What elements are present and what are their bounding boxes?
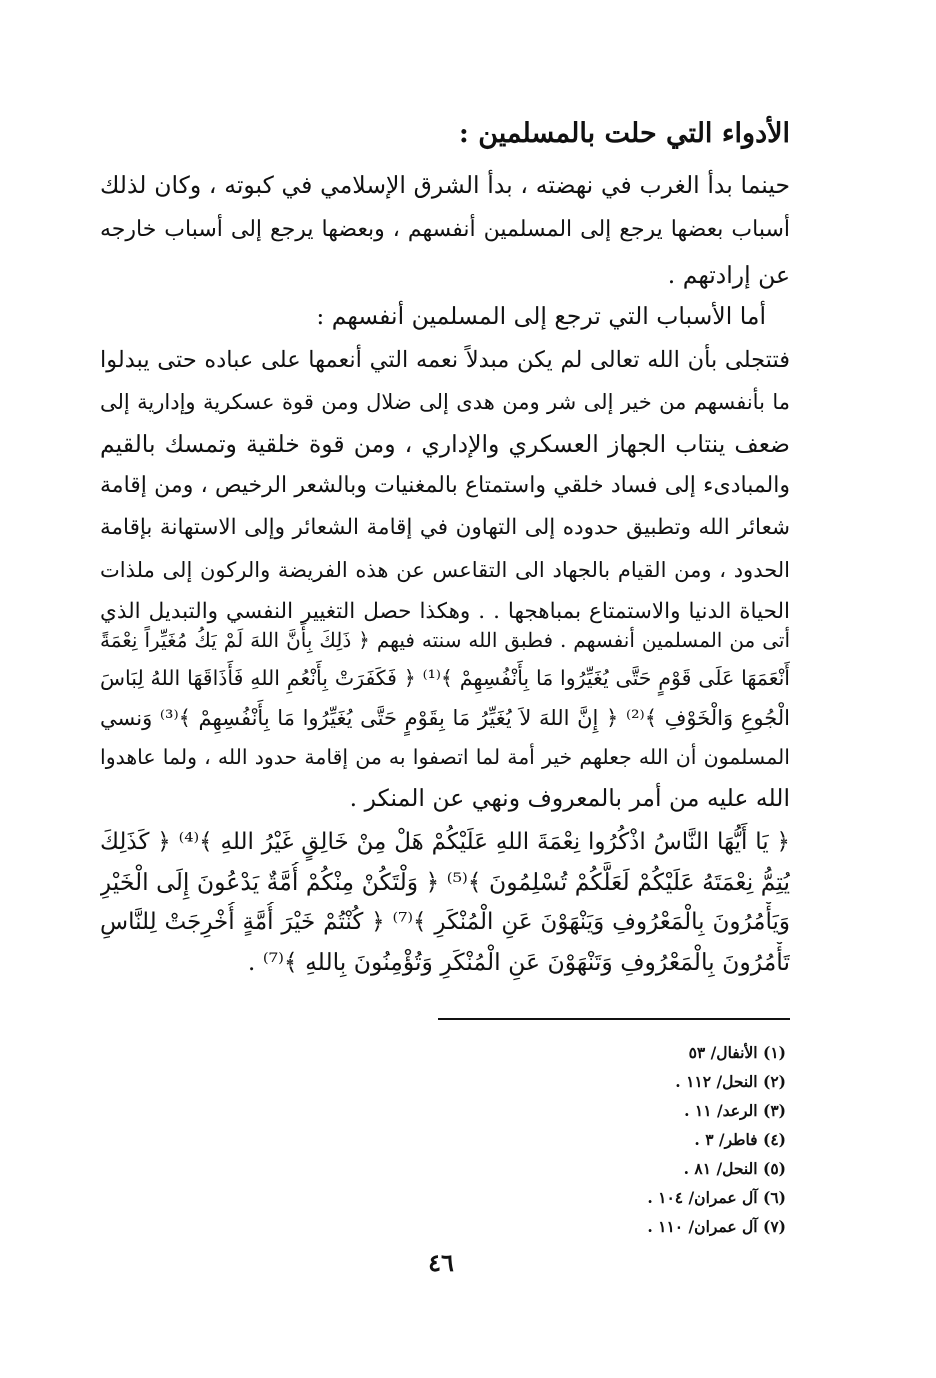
text-line: أَنْعَمَهَا عَلَى قَوْمٍ حَتَّى يُغَيِّرُوا مَا بِأَنْفُسِهِمْ ﴾⁽¹⁾ ﴿ فَكَفَرَتْ بِأَنْعُمِ اللهِ فَأَذَاقَهَا اللهُ لِبَاسَ <box>100 666 790 690</box>
footnote: (٦) آل عمران/ ١٠٤ . <box>647 1188 786 1207</box>
footnote: (٢) النحل/ ١١٢ . <box>675 1072 786 1091</box>
text-line: عن إرادتهم . <box>667 261 790 289</box>
footnote: (٥) النحل/ ٨١ . <box>683 1159 786 1178</box>
text-line: الْجُوعِ وَالْخَوْفِ ﴾⁽²⁾ ﴿ إِنَّ اللهَ لاَ يُغَيِّرُ مَا بِقَوْمٍ حَتَّى يُغَيِّرُوا مَا بِأَنْفُسِهِمْ ﴾⁽³⁾ وَنسي <box>100 706 790 730</box>
footnote-divider <box>438 1018 790 1020</box>
text-line: أسباب بعضها يرجع إلى المسلمين أنفسهم ، وبعضها يرجع إلى أسباب خارجه <box>100 217 790 242</box>
text-line: شعائر الله وتطبيق حدوده إلى التهاون في إقامة الشعائر وإلى الاستهانة بإقامة <box>100 515 790 540</box>
text-line: ما بأنفسهم من خير إلى شر ومن هدى إلى ضلال ومن قوة عسكرية وإدارية إلى <box>100 390 790 414</box>
verse-line: يُتِمُّ نِعْمَتَهُ عَلَيْكُمْ لَعَلَّكُمْ تُسْلِمُونَ ﴾⁽⁵⁾ ﴿ وَلْتَكُنْ مِنْكُمْ أُمَّةٌ يَدْعُونَ إِلَى الْخَيْرِ <box>100 868 790 896</box>
text-line: المسلمون أن الله جعلهم خير أمة لما اتصفوا به من إقامة حدود الله ، ولما عاهدوا <box>100 745 790 769</box>
page-number: ٤٦ <box>428 1248 454 1277</box>
text-line: والمبادىء إلى فساد خلقي واستمتاع بالمغنيات وبالشعر الرخيص ، ومن إقامة <box>100 473 790 498</box>
text-line: أتى من المسلمين أنفسهم . فطبق الله سنته فيهم ﴿ ذَلِكَ بِأَنَّ اللهَ لَمْ يَكُ مُغَيِّراً نِعْمَةً <box>100 628 790 652</box>
verse-line: وَيَأْمُرُونَ بِالْمَعْرُوفِ وَيَنْهَوْنَ عَنِ الْمُنْكَرِ ﴾⁽⁷⁾ ﴿ كُنْتُمْ خَيْرَ أُمَّةٍ أُخْرِجَتْ لِلنَّاسِ <box>100 909 790 935</box>
footnote: (١) الأنفال/ ٥٣ <box>688 1043 786 1062</box>
footnote: (٧) آل عمران/ ١١٠ . <box>647 1217 786 1236</box>
text-line: الحدود ، ومن القيام بالجهاد الى التقاعس عن هذه الفريضة والركون إلى ملذات <box>100 558 790 582</box>
text-line: الحياة الدنيا والاستمتاع بمباهجها . . وهكذا حصل التغيير النفسي والتبديل الذي <box>100 599 790 624</box>
footnote: (٣) الرعد/ ١١ . <box>684 1101 786 1120</box>
text-line: الله عليه من أمر بالمعروف ونهي عن المنكر . <box>349 784 790 812</box>
text-line: فتتجلى بأن الله تعالى لم يكن مبدلاً نعمه التي أنعمها على عباده حتى يبدلوا <box>100 347 790 373</box>
text-line: ضعف ينتاب الجهاز العسكري والإداري ، ومن قوة خلقية وتمسك بالقيم <box>100 430 790 458</box>
text-line: حينما بدأ الغرب في نهضته ، بدأ الشرق الإسلامي في كبوته ، وكان لذلك <box>100 171 790 199</box>
verse-line: ﴿ يَا أَيُّهَا النَّاسُ اذْكُرُوا نِعْمَةَ اللهِ عَلَيْكُمْ هَلْ مِنْ خَالِقٍ غَيْرُ اللهِ ﴾⁽⁴⁾ ﴿ كَذَلِكَ <box>100 829 790 855</box>
verse-line: تَأْمُرُونَ بِالْمَعْرُوفِ وَتَنْهَوْنَ عَنِ الْمُنْكَرِ وَتُؤْمِنُونَ بِاللهِ ﴾⁽⁷⁾ . <box>247 948 790 976</box>
section-heading: الأدواء التي حلت بالمسلمين : <box>458 118 790 149</box>
footnote: (٤) فاطر/ ٣ . <box>694 1130 786 1149</box>
text-line: أما الأسباب التي ترجع إلى المسلمين أنفسهم : <box>316 302 766 330</box>
